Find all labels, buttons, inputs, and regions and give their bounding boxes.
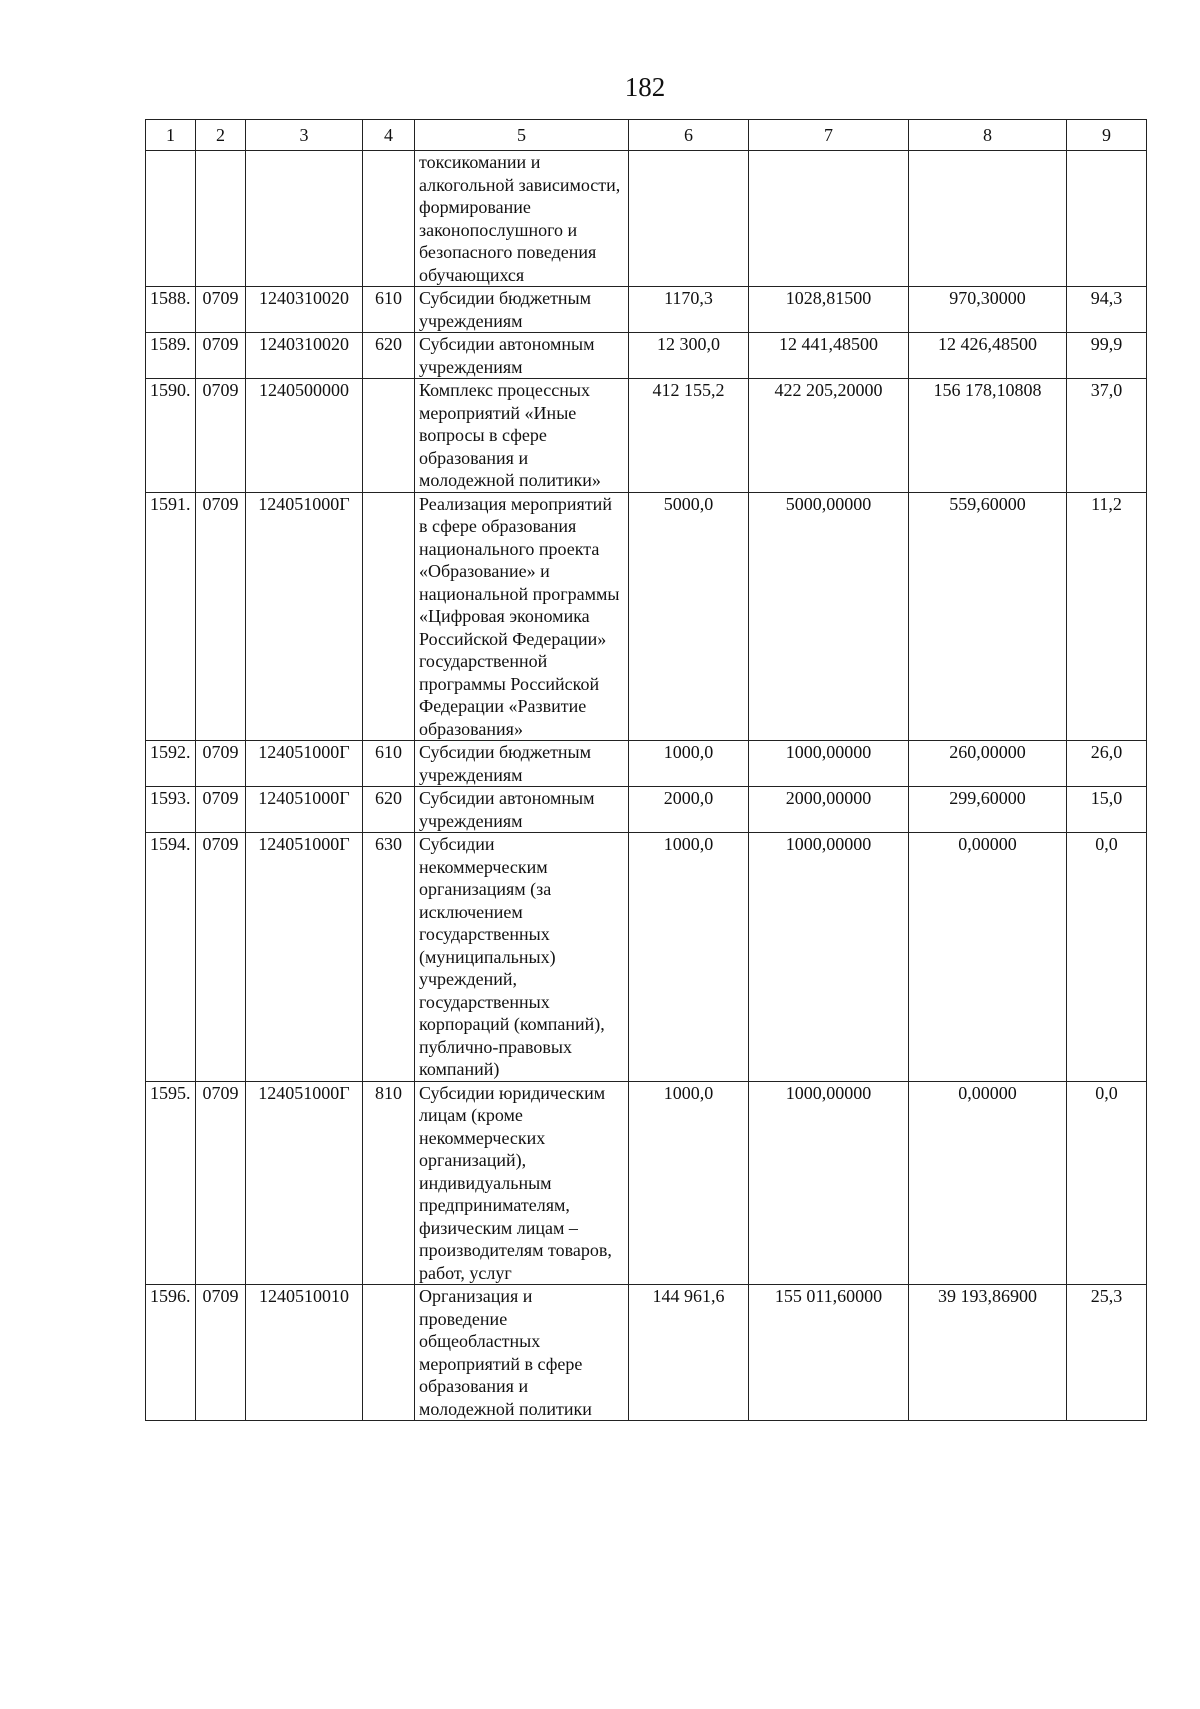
table-row (146, 492, 1147, 741)
executed-value: 970,30000 (909, 287, 1067, 333)
section-code: 0709 (196, 787, 246, 833)
row-number: 1596. (146, 1285, 196, 1421)
section-code (196, 151, 246, 287)
column-header: 2 (196, 120, 246, 151)
column-header: 9 (1067, 120, 1147, 151)
revised-value: 422 205,20000 (749, 379, 909, 493)
table-row (146, 787, 1147, 833)
expense-kind: 620 (363, 333, 415, 379)
revised-value: 12 441,48500 (749, 333, 909, 379)
target-code: 124051000Г (246, 741, 363, 787)
column-header: 8 (909, 120, 1067, 151)
target-code: 124051000Г (246, 492, 363, 741)
plan-value: 1170,3 (629, 287, 749, 333)
row-number: 1595. (146, 1081, 196, 1285)
target-code: 1240500000 (246, 379, 363, 493)
column-header: 4 (363, 120, 415, 151)
item-name: Реализация мероприятий в сфере образования национального проекта «Образование» и национальной программы «Цифровая экономика Российской Федерации» государственной программы Российской Федерации «Развитие образования» (415, 492, 629, 741)
page-number: 182 (624, 72, 666, 102)
percent-value: 15,0 (1067, 787, 1147, 833)
expense-kind (363, 379, 415, 493)
table-row (146, 741, 1147, 787)
plan-value: 412 155,2 (629, 379, 749, 493)
row-number: 1588. (146, 287, 196, 333)
plan-value: 2000,0 (629, 787, 749, 833)
expense-kind: 610 (363, 741, 415, 787)
expense-kind: 810 (363, 1081, 415, 1285)
item-name: Субсидии бюджетным учреждениям (415, 287, 629, 333)
percent-value: 0,0 (1067, 1081, 1147, 1285)
item-name: Субсидии некоммерческим организациям (за исключением государственных (муниципальных) учреждений, государственных корпораций (компаний), публично-правовых компаний) (415, 833, 629, 1082)
percent-value: 99,9 (1067, 333, 1147, 379)
item-name: Субсидии автономным учреждениям (415, 333, 629, 379)
revised-value: 2000,00000 (749, 787, 909, 833)
section-code: 0709 (196, 492, 246, 741)
revised-value: 1000,00000 (749, 833, 909, 1082)
executed-value: 0,00000 (909, 833, 1067, 1082)
header-row (146, 120, 1147, 151)
target-code: 124051000Г (246, 1081, 363, 1285)
row-number: 1589. (146, 333, 196, 379)
executed-value: 260,00000 (909, 741, 1067, 787)
budget-table (145, 119, 1147, 1421)
expense-kind (363, 1285, 415, 1421)
target-code (246, 151, 363, 287)
plan-value: 5000,0 (629, 492, 749, 741)
table-row (146, 287, 1147, 333)
table-row (146, 1081, 1147, 1285)
item-name: Субсидии бюджетным учреждениям (415, 741, 629, 787)
executed-value: 12 426,48500 (909, 333, 1067, 379)
executed-value: 39 193,86900 (909, 1285, 1067, 1421)
section-code: 0709 (196, 1285, 246, 1421)
revised-value: 1000,00000 (749, 741, 909, 787)
row-number: 1593. (146, 787, 196, 833)
percent-value: 11,2 (1067, 492, 1147, 741)
column-header: 1 (146, 120, 196, 151)
revised-value: 155 011,60000 (749, 1285, 909, 1421)
table-row (146, 333, 1147, 379)
expense-kind (363, 492, 415, 741)
expense-kind (363, 151, 415, 287)
table-row (146, 833, 1147, 1082)
table-row (146, 151, 1147, 287)
target-code: 1240310020 (246, 287, 363, 333)
item-name: токсикомании и алкогольной зависимости, формирование законопослушного и безопасного поведения обучающихся (415, 151, 629, 287)
row-number (146, 151, 196, 287)
item-name: Организация и проведение общеобластных мероприятий в сфере образования и молодежной политики (415, 1285, 629, 1421)
row-number: 1591. (146, 492, 196, 741)
column-header: 6 (629, 120, 749, 151)
percent-value: 94,3 (1067, 287, 1147, 333)
table-row (146, 379, 1147, 493)
section-code: 0709 (196, 833, 246, 1082)
target-code: 124051000Г (246, 787, 363, 833)
row-number: 1592. (146, 741, 196, 787)
plan-value: 1000,0 (629, 1081, 749, 1285)
target-code: 1240310020 (246, 333, 363, 379)
executed-value: 299,60000 (909, 787, 1067, 833)
row-number: 1590. (146, 379, 196, 493)
section-code: 0709 (196, 741, 246, 787)
item-name: Субсидии юридическим лицам (кроме некоммерческих организаций), индивидуальным предпринимателям, физическим лицам – производителям товаров, работ, услуг (415, 1081, 629, 1285)
percent-value (1067, 151, 1147, 287)
item-name: Комплекс процессных мероприятий «Иные вопросы в сфере образования и молодежной политики» (415, 379, 629, 493)
expense-kind: 610 (363, 287, 415, 333)
expense-kind: 620 (363, 787, 415, 833)
plan-value (629, 151, 749, 287)
executed-value: 559,60000 (909, 492, 1067, 741)
revised-value (749, 151, 909, 287)
executed-value (909, 151, 1067, 287)
revised-value: 5000,00000 (749, 492, 909, 741)
percent-value: 37,0 (1067, 379, 1147, 493)
executed-value: 0,00000 (909, 1081, 1067, 1285)
table-row (146, 1285, 1147, 1421)
percent-value: 25,3 (1067, 1285, 1147, 1421)
plan-value: 12 300,0 (629, 333, 749, 379)
column-header: 3 (246, 120, 363, 151)
executed-value: 156 178,10808 (909, 379, 1067, 493)
expense-kind: 630 (363, 833, 415, 1082)
plan-value: 144 961,6 (629, 1285, 749, 1421)
target-code: 124051000Г (246, 833, 363, 1082)
percent-value: 0,0 (1067, 833, 1147, 1082)
column-header: 5 (415, 120, 629, 151)
revised-value: 1000,00000 (749, 1081, 909, 1285)
row-number: 1594. (146, 833, 196, 1082)
item-name: Субсидии автономным учреждениям (415, 787, 629, 833)
percent-value: 26,0 (1067, 741, 1147, 787)
plan-value: 1000,0 (629, 741, 749, 787)
column-header: 7 (749, 120, 909, 151)
target-code: 1240510010 (246, 1285, 363, 1421)
revised-value: 1028,81500 (749, 287, 909, 333)
section-code: 0709 (196, 333, 246, 379)
section-code: 0709 (196, 287, 246, 333)
section-code: 0709 (196, 379, 246, 493)
plan-value: 1000,0 (629, 833, 749, 1082)
section-code: 0709 (196, 1081, 246, 1285)
